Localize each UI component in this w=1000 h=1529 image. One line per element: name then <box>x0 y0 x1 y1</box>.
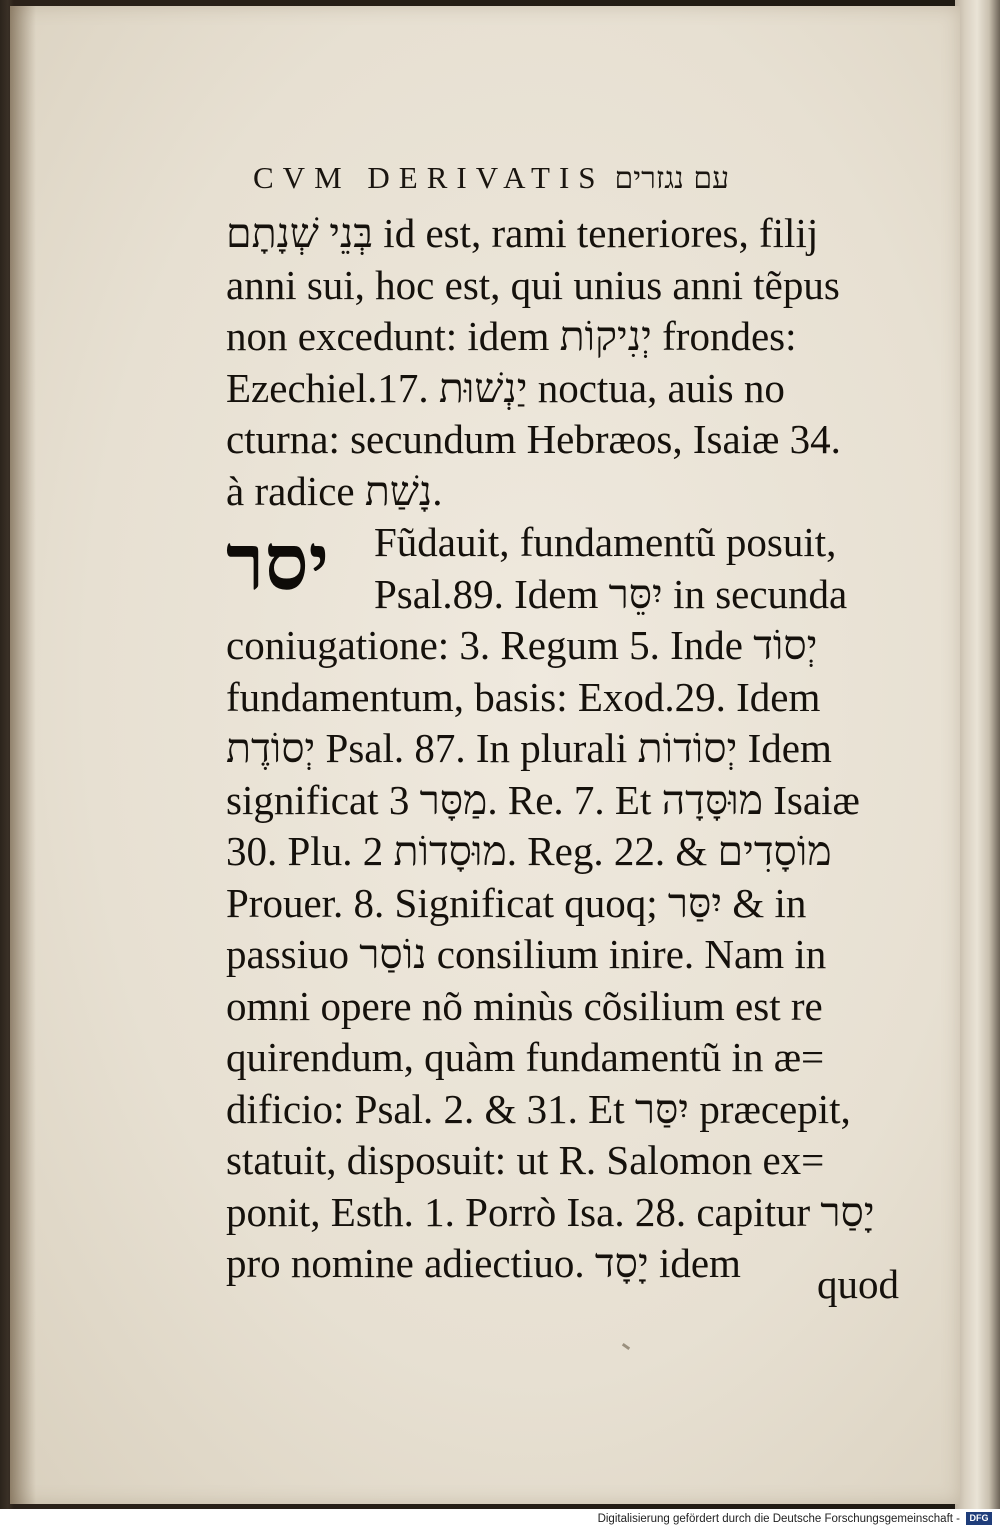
text-line: fundamentum, basis: Exod.29. Idem <box>226 673 821 720</box>
text-line: Fũdauit, fundamentũ posuit, <box>374 519 837 565</box>
entry-heading-hebrew: יסר <box>226 517 330 608</box>
running-header <box>253 160 853 200</box>
text-line: significat מַסָּר 3. Re. 7. Et מוּסָּדָה Isaiæ <box>226 776 860 823</box>
running-header-hebrew: עם נגזרים <box>614 161 730 196</box>
running-header-title: CVM DERIVATIS <box>253 160 605 195</box>
text-line: בְּנֵי שְׁנָתָם id est, rami teneriores, filij <box>226 210 819 256</box>
text-line: dificio: Psal. 2. & 31. Et יִסַּר præcepit, <box>226 1085 851 1132</box>
dfg-logo-icon: DFG <box>966 1512 992 1525</box>
text-line: à radice נָשַׁת. <box>226 467 443 514</box>
text-line: 30. Plu. מוּסָדוֹת 2. Reg. 22. & מוֹסָדִים <box>226 828 832 874</box>
text-line: Prouer. 8. Significat quoq; יִסַּר & in <box>226 879 807 926</box>
text-line: pro nomine adiectiuo. יָסָד idem <box>226 1240 741 1286</box>
text-line: omni opere nõ minùs cõsilium est re <box>226 982 823 1029</box>
page-edges <box>955 0 1000 1509</box>
page-gutter <box>10 6 36 1504</box>
catchword: quod <box>817 1261 899 1307</box>
text-line: Ezechiel.17. יַנְשׁוּת noctua, auis no <box>226 364 785 411</box>
text-line: passiuo נוֹסַר consilium inire. Nam in <box>226 931 827 977</box>
text-line: יְסוֹדֶת Psal. 87. In plurali יְסוֹדוֹת Idem <box>226 725 832 771</box>
footer-credit: Digitalisierung gefördert durch die Deutsche Forschungsgemeinschaft - <box>597 1513 960 1525</box>
text-line: statuit, disposuit: ut R. Salomon ex= <box>226 1137 825 1183</box>
text-line: Psal.89. Idem יִסֵּר in secunda <box>374 570 848 617</box>
text-line: cturna: secundum Hebræos, Isaiæ 34. <box>226 416 841 462</box>
text-line: ponit, Esth. 1. Porrò Isa. 28. capitur יָסַר <box>226 1188 875 1235</box>
text-line: non excedunt: idem יְנִיקוֹת frondes: <box>226 313 797 359</box>
text-line: coniugatione: 3. Regum 5. Inde יְסוֹד <box>226 622 818 668</box>
body-text <box>226 208 926 1290</box>
text-line: quirendum, quàm fundamentũ in æ= <box>226 1034 825 1080</box>
text-line: anni sui, hoc est, qui unius anni tẽpus <box>226 261 840 308</box>
